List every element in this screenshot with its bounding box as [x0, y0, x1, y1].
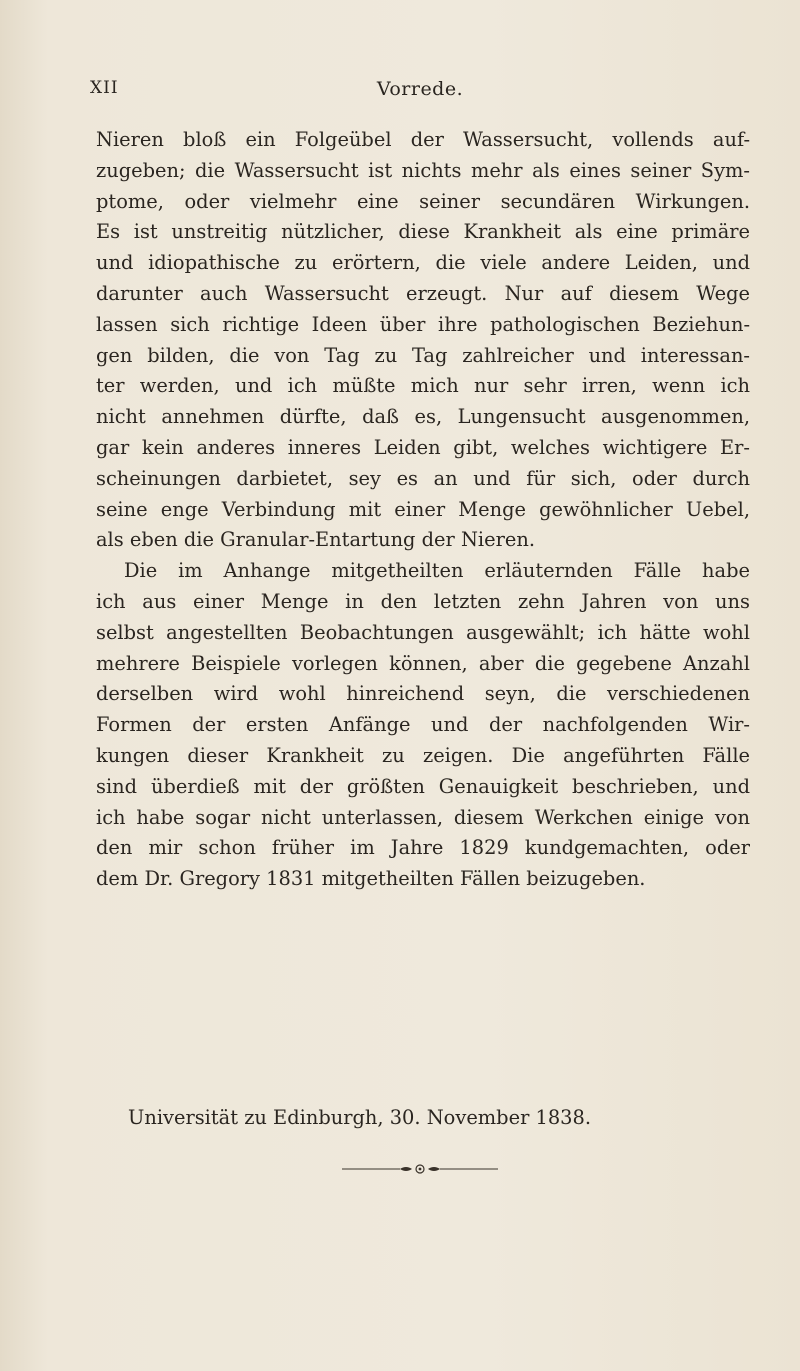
- text-line: den mir schon früher im Jahre 1829 kundgemachten, oder: [96, 836, 750, 860]
- text-line: ich habe sogar nicht unterlassen, diesem Werkchen einige von: [96, 805, 750, 829]
- text-line: mehrere Beispiele vorlegen können, aber die gegebene Anzahl: [96, 651, 750, 675]
- text-line: kungen dieser Krankheit zu zeigen. Die angeführten Fälle: [96, 743, 750, 767]
- text-line: zugeben; die Wassersucht ist nichts mehr als eines seiner Sym-: [96, 158, 750, 182]
- text-line: scheinungen darbietet, sey es an und für sich, oder durch: [96, 466, 750, 490]
- text-line: und idiopathische zu erörtern, die viele andere Leiden, und: [96, 251, 750, 275]
- page-header: [90, 78, 750, 108]
- text-line: gen bilden, die von Tag zu Tag zahlreicher und interessan-: [96, 343, 750, 367]
- text-line: selbst angestellten Beobachtungen ausgewählt; ich hätte wohl: [96, 620, 750, 644]
- text-line: derselben wird wohl hinreichend seyn, die verschiedenen: [96, 682, 750, 706]
- text-line: Es ist unstreitig nützlicher, diese Krankheit als eine primäre: [96, 220, 750, 244]
- signature-line: Universität zu Edinburgh, 30. November 1838.: [128, 1106, 592, 1129]
- text-line: ter werden, und ich müßte mich nur sehr irren, wenn ich: [96, 374, 750, 398]
- page-number: XII: [90, 78, 119, 98]
- text-line: als eben die Granular-Entartung der Nieren.: [96, 528, 535, 552]
- text-line: ich aus einer Menge in den letzten zehn Jahren von uns: [96, 589, 750, 613]
- rule-ornament-icon: [340, 1162, 500, 1176]
- text-line: ptome, oder vielmehr eine seiner secundären Wirkungen.: [96, 189, 750, 213]
- text-line: darunter auch Wassersucht erzeugt. Nur auf diesem Wege: [96, 281, 750, 305]
- text-line: seine enge Verbindung mit einer Menge gewöhnlicher Uebel,: [96, 497, 750, 521]
- running-head: Vorrede.: [376, 78, 464, 100]
- preface-text: [96, 125, 750, 895]
- text-line: gar kein anderes inneres Leiden gibt, welches wichtigere Er-: [96, 435, 750, 459]
- text-line: Die im Anhange mitgetheilten erläuternden Fälle habe: [124, 559, 750, 583]
- text-line: sind überdieß mit der größten Genauigkeit beschrieben, und: [96, 774, 750, 798]
- text-line: dem Dr. Gregory 1831 mitgetheilten Fällen beizugeben.: [96, 867, 646, 891]
- text-line: nicht annehmen dürfte, daß es, Lungensucht ausgenommen,: [96, 405, 750, 429]
- text-line: Formen der ersten Anfänge und der nachfolgenden Wir-: [96, 713, 750, 737]
- text-line: lassen sich richtige Ideen über ihre pathologischen Beziehun-: [96, 312, 750, 336]
- text-line: Nieren bloß ein Folgeübel der Wassersucht, vollends auf-: [96, 128, 750, 151]
